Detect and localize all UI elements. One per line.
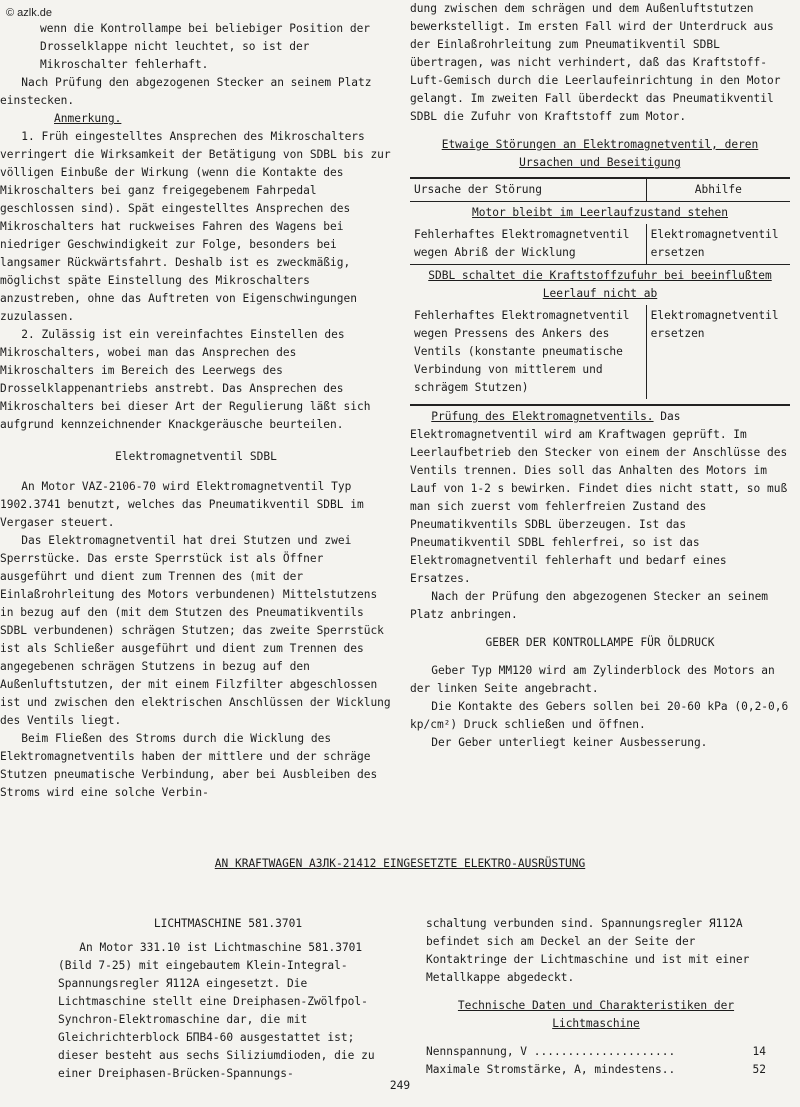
paragraph: An Motor VAZ-2106-70 wird Elektromagnetventil Typ 1902.3741 benutzt, welches das Pneumatikventil SDBL im Vergaser steuert. — [0, 480, 364, 529]
table-cell: Elektromagnetventil ersetzen — [646, 305, 790, 399]
left-column — [0, 20, 392, 802]
paragraph: Geber Typ MM120 wird am Zylinderblock des Motors an der linken Seite angebracht. — [410, 664, 775, 695]
table-group: Motor bleibt im Leerlaufzustand stehen — [472, 206, 728, 219]
spec-value: 14 — [752, 1045, 766, 1058]
table-group: SDBL schaltet die Kraftstoffzufuhr bei beeinflußtem Leerlauf nicht ab — [410, 265, 790, 306]
table-cell: Fehlerhaftes Elektromagnetventil wegen Pressens des Ankers des Ventils (konstante pneumatische Verbindung von mittlerem und schrägem Stutzen) — [414, 309, 630, 394]
spec-value: 52 — [752, 1063, 766, 1076]
paragraph: Beim Fließen des Stroms durch die Wicklung des Elektromagnetventils haben der mittlere und der schräge Stutzen pneumatische Verbindung, aber bei Ausbleiben des Stroms wird eine solche Verbin- — [0, 732, 378, 799]
right-column — [410, 0, 790, 752]
table-cell: Fehlerhaftes Elektromagnetventil wegen Abriß der Wicklung — [414, 228, 630, 259]
main-section-title: AN KRAFTWAGEN АЗЛК-21412 EINGESETZTE ELEKTRO-AUSRÜSTUNG — [214, 857, 586, 870]
page-number: 249 — [389, 1079, 411, 1092]
section-heading: Elektromagnetventil SDBL — [115, 450, 277, 463]
note-heading: Anmerkung. — [54, 112, 122, 125]
paragraph: Die Kontakte des Gebers sollen bei 20-60 kPa (0,2-0,6 kp/cm²) Druck schließen und öffnen. — [410, 700, 789, 731]
paragraph: Nach Prüfung den abgezogenen Stecker an seinem Platz einstecken. — [0, 76, 372, 107]
section-heading: GEBER DER KONTROLLAMPE FÜR ÖLDRUCK — [485, 636, 715, 649]
inline-heading: Prüfung des Elektromagnetventils. — [431, 410, 654, 423]
paragraph: An Motor 331.10 ist Lichtmaschine 581.3701 (Bild 7-25) mit eingebautem Klein-Integral-Spannungsregler Я112А eingesetzt. Die Lichtmaschine stellt eine Dreiphasen-Zwölfpol-Synchron-Elektromaschine dar, die mit Gleichrichterblock БПВ4-60 ausgestattet ist; dieser besteht aus sechs Siliziumdioden, die zu einer Dreiphasen-Brücken-Spannungs- — [58, 941, 375, 1080]
data-heading: Technische Daten und Charakteristiken der Lichtmaschine — [457, 999, 735, 1030]
fault-table — [410, 177, 790, 399]
table-header: Abhilfe — [646, 178, 790, 202]
section-heading: LICHTMASCHINE 581.3701 — [153, 917, 303, 930]
paragraph-text: Das Elektromagnetventil wird am Kraftwagen geprüft. Im Leerlaufbetrieb den Stecker von einem der Anschlüsse des Ventils trennen. Dies soll das Anhalten des Motors im Lauf von 1-2 s bewirken. Findet dies nicht statt, so muß man sich zuerst vom fehlerfreien Zustand des Pneumatikventils SDBL überzeugen. Ist das Pneumatikventil SDBL fehlerfrei, so ist das Elektromagnetventil fehlerhaft und bedarf eines Ersatzes. — [410, 410, 788, 585]
paragraph: Nach der Prüfung den abgezogenen Stecker an seinem Platz anbringen. — [410, 590, 769, 621]
bottom-right-column — [426, 915, 766, 1079]
paragraph: 1. Früh eingestelltes Ansprechen des Mikroschalters verringert die Wirksamkeit der Betätigung von SDBL bis zur völligen Einbuße der Wirkung (wenn die Kontakte des Mikroschalters bei ganz freigegebenem Fahrpedal geschlossen sind). Spät eingestelltes Ansprechen des Mikroschalters hat ruckweises Fahren des Wagens bei niedriger Geschwindigkeit zur Folge, besonders bei langsamer Rückwärtsfahrt. Deshalb ist es zweckmäßig, möglichst späte Einstellung des Mikroschalters anzustreben, ohne das Auftreten von Eigenschwingungen zuzulassen. — [0, 130, 391, 323]
spec-label: Nennspannung, V ..................... — [426, 1045, 676, 1058]
spec-row — [426, 1043, 766, 1061]
paragraph: wenn die Kontrollampe bei beliebiger Position der Drosselklappe nicht leuchtet, so ist der Mikroschalter fehlerhaft. — [40, 22, 371, 71]
table-cell: Elektromagnetventil ersetzen — [646, 224, 790, 265]
paragraph — [410, 404, 790, 588]
paragraph: Das Elektromagnetventil hat drei Stutzen und zwei Sperrstücke. Das erste Sperrstück ist als Öffner ausgeführt und dient zum Trennen des (mit der Einlaßrohrleitung des Motors verbundenen) Mittelstutzens in bezug auf den (mit dem Stutzen des Pneumatikventils SDBL verbundenen) schrägen Stutzen; das zweite Sperrstück ist als Schließer ausgeführt und dient zum Trennen des angegebenen schrägen Stutzens in bezug auf den Außenluftstutzen, der mit einem Filzfilter abgeschlossen ist und zwischen den elektrischen Anschlüssen der Wicklung des Ventils liegt. — [0, 534, 391, 727]
paragraph: Der Geber unterliegt keiner Ausbesserung. — [431, 736, 708, 749]
paragraph: 2. Zulässig ist ein vereinfachtes Einstellen des Mikroschalters, wobei man das Ansprechen des Mikroschalters im Bereich des Leerwegs des Drosselklappenantriebs anstrebt. Das Ansprechen des Mikroschalters bei dieser Art der Regulierung läßt sich aufgrund kennzeichnender Knackgeräusche beurteilen. — [0, 328, 371, 431]
watermark: © azlk.de — [6, 7, 53, 19]
spec-label: Maximale Stromstärke, A, mindestens.. — [426, 1063, 676, 1076]
bottom-left-column — [58, 915, 398, 1083]
paragraph: dung zwischen dem schrägen und dem Außenluftstutzen bewerkstelligt. Im ersten Fall wird der Unterdruck aus der Einlaßrohrleitung zum Pneumatikventil SDBL übertragen, was nicht verhindert, daß das Kraftstoff-Luft-Gemisch durch die Leerlaufeinrichtung in den Motor gelangt. Im zweiten Fall überdeckt das Pneumatikventil SDBL die Zufuhr von Kraftstoff zum Motor. — [410, 2, 781, 123]
table-header: Ursache der Störung — [414, 183, 542, 196]
paragraph: schaltung verbunden sind. Spannungsregler Я112А befindet sich am Deckel an der Seite der Kontaktringe der Lichtmaschine und ist mit einer Metallkappe abgedeckt. — [426, 917, 750, 984]
table-title: Etwaige Störungen an Elektromagnetventil, deren Ursachen und Beseitigung — [441, 138, 759, 169]
